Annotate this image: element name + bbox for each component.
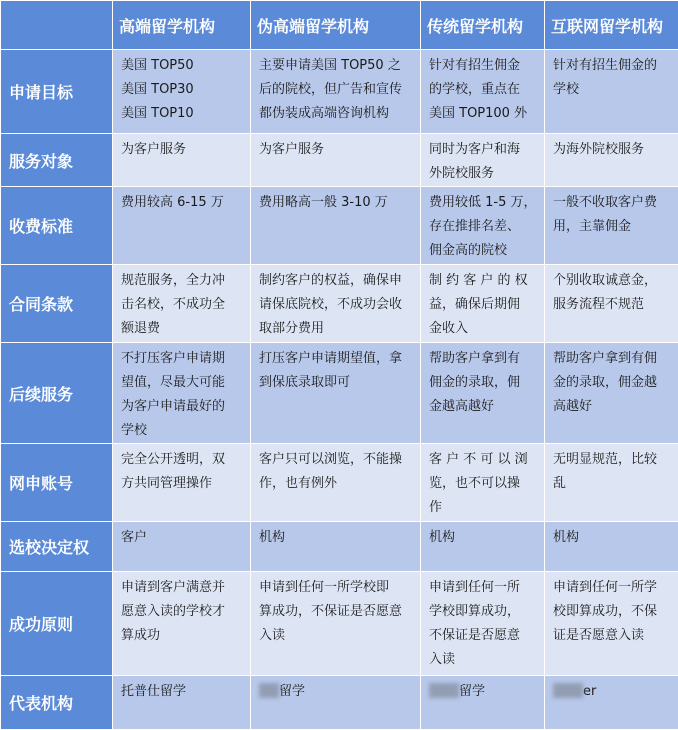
col-header-pseudo-high-end: 伪高端留学机构 — [251, 1, 421, 50]
table-cell: 帮助客户拿到有 佣金的录取，佣 金越高越好 — [421, 343, 545, 444]
table-cell: ▓▓▓er — [545, 676, 678, 730]
table-cell: 帮助客户拿到有佣 金的录取，佣金越 高越好 — [545, 343, 678, 444]
row-header: 收费标准 — [1, 187, 113, 265]
table-cell: 打压客户申请期望值，拿 到保底录取即可 — [251, 343, 421, 444]
table-cell: 客户 — [113, 522, 251, 572]
table-cell: 为海外院校服务 — [545, 134, 678, 187]
table-cell: 申请到客户满意并 愿意入读的学校才 算成功 — [113, 572, 251, 676]
table-row — [1, 265, 678, 343]
table-cell: ▓▓留学 — [251, 676, 421, 730]
table-cell: 费用较高 6-15 万 — [113, 187, 251, 265]
row-header: 服务对象 — [1, 134, 113, 187]
table-cell: 客 户 不 可 以 浏 览，也不可以操 作 — [421, 444, 545, 522]
table-cell: 制约客户的权益，确保申 请保底院校，不成功会收 取部分费用 — [251, 265, 421, 343]
table-cell: 同时为客户和海 外院校服务 — [421, 134, 545, 187]
table-cell: 一般不收取客户费 用，主靠佣金 — [545, 187, 678, 265]
table-cell: 客户只可以浏览，不能操 作，也有例外 — [251, 444, 421, 522]
table-row — [1, 343, 678, 444]
table-cell: 机构 — [421, 522, 545, 572]
table-row — [1, 522, 678, 572]
table-cell: 个别收取诚意金， 服务流程不规范 — [545, 265, 678, 343]
table-cell: 费用略高一般 3-10 万 — [251, 187, 421, 265]
blurred-name: ▓▓▓ — [429, 680, 459, 704]
table-row — [1, 187, 678, 265]
row-header: 成功原则 — [1, 572, 113, 676]
table-cell: 机构 — [251, 522, 421, 572]
row-header: 申请目标 — [1, 50, 113, 134]
header-row — [1, 1, 678, 50]
col-header-traditional: 传统留学机构 — [421, 1, 545, 50]
table-cell: 主要申请美国 TOP50 之 后的院校，但广告和宣传 都伪装成高端咨询机构 — [251, 50, 421, 134]
table-cell: 托普仕留学 — [113, 676, 251, 730]
row-header: 网申账号 — [1, 444, 113, 522]
row-header: 合同条款 — [1, 265, 113, 343]
table-cell: 制 约 客 户 的 权 益，确保后期佣 金收入 — [421, 265, 545, 343]
table-cell: 费用较低 1-5 万， 存在推排名差、 佣金高的院校 — [421, 187, 545, 265]
table-row — [1, 50, 678, 134]
table-row — [1, 676, 678, 730]
row-header: 代表机构 — [1, 676, 113, 730]
table-row — [1, 134, 678, 187]
table-row — [1, 572, 678, 676]
blurred-name: ▓▓▓ — [553, 680, 583, 704]
table-cell: 针对有招生佣金 的学校，重点在 美国 TOP100 外 — [421, 50, 545, 134]
table-row — [1, 444, 678, 522]
table-cell: 不打压客户申请期 望值，尽最大可能 为客户申请最好的 学校 — [113, 343, 251, 444]
table-cell: 机构 — [545, 522, 678, 572]
table-cell: 申请到任何一所 学校即算成功， 不保证是否愿意 入读 — [421, 572, 545, 676]
corner-cell — [1, 1, 113, 50]
table-cell: 为客户服务 — [113, 134, 251, 187]
table-cell: ▓▓▓留学 — [421, 676, 545, 730]
blurred-name: ▓▓ — [259, 680, 279, 704]
row-header: 选校决定权 — [1, 522, 113, 572]
col-header-high-end: 高端留学机构 — [113, 1, 251, 50]
table-cell: 美国 TOP50 美国 TOP30 美国 TOP10 — [113, 50, 251, 134]
table-cell: 申请到任何一所学校即 算成功，不保证是否愿意 入读 — [251, 572, 421, 676]
row-header: 后续服务 — [1, 343, 113, 444]
table-cell: 为客户服务 — [251, 134, 421, 187]
table-cell: 申请到任何一所学 校即算成功，不保 证是否愿意入读 — [545, 572, 678, 676]
table-cell: 无明显规范，比较 乱 — [545, 444, 678, 522]
table-cell: 规范服务，全力冲 击名校，不成功全 额退费 — [113, 265, 251, 343]
col-header-internet: 互联网留学机构 — [545, 1, 678, 50]
table-cell: 完全公开透明，双 方共同管理操作 — [113, 444, 251, 522]
table-cell: 针对有招生佣金的 学校 — [545, 50, 678, 134]
